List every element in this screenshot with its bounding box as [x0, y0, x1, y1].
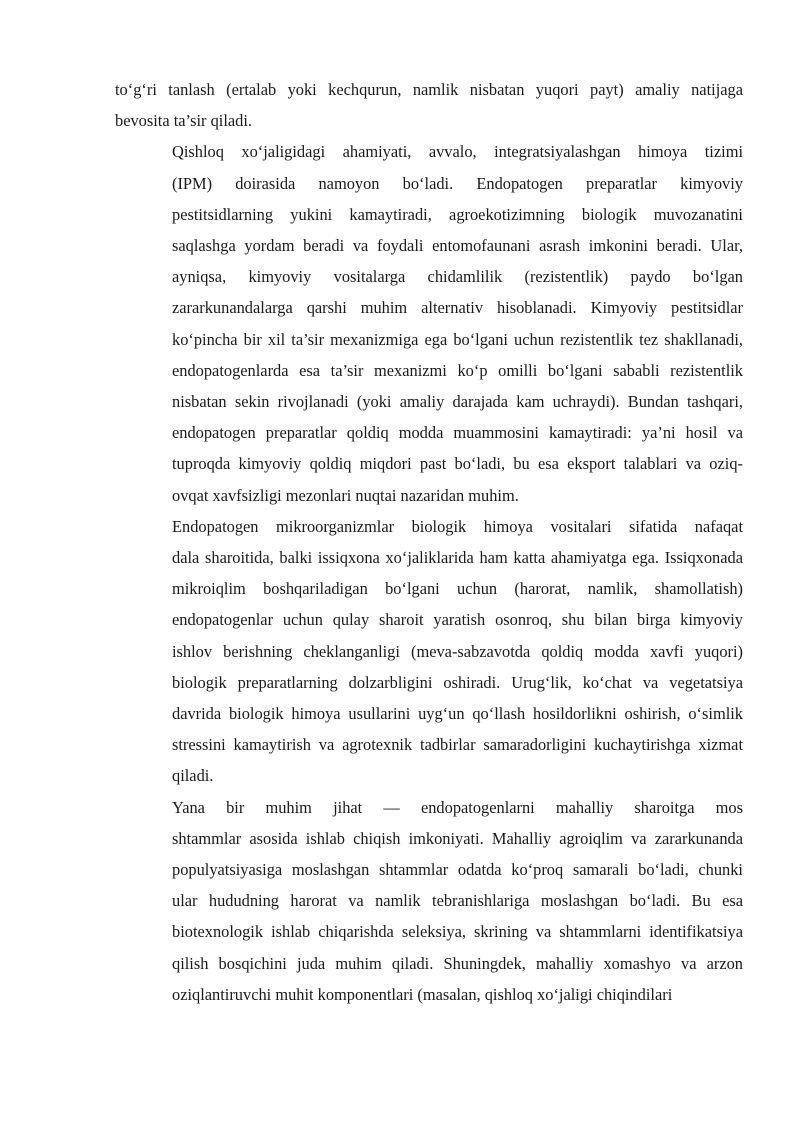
- paragraph: [115, 511, 743, 792]
- text-line: tuproqda kimyoviy qoldiq miqdori past bo‘ladi, bu esa eksport talablari va oziq-: [172, 454, 743, 474]
- text-line: pestitsidlarning yukini kamaytiradi, agroekotizimning biologik muvozanatini: [172, 204, 743, 224]
- text-line: populyatsiyasiga moslashgan shtammlar odatda ko‘proq samarali bo‘ladi, chunki: [172, 860, 743, 880]
- paragraph: [115, 74, 743, 136]
- paragraph: [115, 136, 743, 510]
- text-line: oziqlantiruvchi muhit komponentlari (masalan, qishloq xo‘jaligi chiqindilari: [172, 984, 673, 1004]
- text-line: Endopatogen mikroorganizmlar biologik himoya vositalari sifatida nafaqat: [172, 516, 743, 536]
- text-line: ovqat xavfsizligi mezonlari nuqtai nazaridan muhim.: [172, 485, 519, 505]
- text-line: stressini kamaytirish va agrotexnik tadbirlar samaradorligini kuchaytirishga xizmat: [172, 735, 743, 755]
- text-line: ayniqsa, kimyoviy vositalarga chidamlilik (rezistentlik) paydo bo‘lgan: [172, 267, 743, 287]
- text-line: ular hududning harorat va namlik tebranishlariga moslashgan bo‘ladi. Bu esa: [172, 891, 743, 911]
- text-line: zararkunandalarga qarshi muhim alternativ hisoblanadi. Kimyoviy pestitsidlar: [172, 298, 743, 318]
- paragraph: [115, 792, 743, 1010]
- text-line: Qishloq xo‘jaligidagi ahamiyati, avvalo, integratsiyalashgan himoya tizimi: [172, 142, 743, 162]
- text-line: biologik preparatlarning dolzarbligini oshiradi. Urug‘lik, ko‘chat va vegetatsiya: [172, 672, 743, 692]
- body-text: [115, 74, 743, 1010]
- text-line: qiladi.: [172, 766, 214, 786]
- text-line: to‘g‘ri tanlash (ertalab yoki kechqurun, namlik nisbatan yuqori payt) amaliy natijaga: [115, 80, 743, 99]
- text-line: dala sharoitida, balki issiqxona xo‘jaliklarida ham katta ahamiyatga ega. Issiqxonada: [172, 548, 743, 568]
- text-line: davrida biologik himoya usullarini uyg‘un qo‘llash hosildorlikni oshirish, o‘simlik: [172, 704, 743, 724]
- text-line: biotexnologik ishlab chiqarishda seleksiya, skrining va shtammlarni identifikatsiya: [172, 922, 743, 942]
- document-page: [115, 74, 743, 1010]
- text-line: endopatogen preparatlar qoldiq modda muammosini kamaytiradi: ya’ni hosil va: [172, 423, 743, 443]
- text-line: (IPM) doirasida namoyon bo‘ladi. Endopatogen preparatlar kimyoviy: [172, 173, 743, 193]
- text-line: mikroiqlim boshqariladigan bo‘lgani uchun (harorat, namlik, shamollatish): [172, 579, 743, 599]
- text-line: bevosita ta’sir qiladi.: [115, 111, 253, 131]
- text-line: endopatogenlarda esa ta’sir mexanizmi ko‘p omilli bo‘lgani sababli rezistentlik: [172, 360, 743, 380]
- text-line: ishlov berishning cheklanganligi (meva-sabzavotda qoldiq modda xavfi yuqori): [172, 641, 743, 661]
- text-line: qilish bosqichini juda muhim qiladi. Shuningdek, mahalliy xomashyo va arzon: [172, 953, 743, 973]
- text-line: ko‘pincha bir xil ta’sir mexanizmiga ega bo‘lgani uchun rezistentlik tez shakllanadi,: [172, 329, 743, 349]
- text-line: shtammlar asosida ishlab chiqish imkoniyati. Mahalliy agroiqlim va zararkunanda: [172, 828, 743, 848]
- text-line: saqlashga yordam beradi va foydali entomofaunani asrash imkonini beradi. Ular,: [172, 236, 743, 256]
- text-line: Yana bir muhim jihat — endopatogenlarni mahalliy sharoitga mos: [172, 797, 743, 817]
- text-line: nisbatan sekin rivojlanadi (yoki amaliy darajada kam uchraydi). Bundan tashqari,: [172, 392, 743, 412]
- text-line: endopatogenlar uchun qulay sharoit yaratish osonroq, shu bilan birga kimyoviy: [172, 610, 743, 630]
